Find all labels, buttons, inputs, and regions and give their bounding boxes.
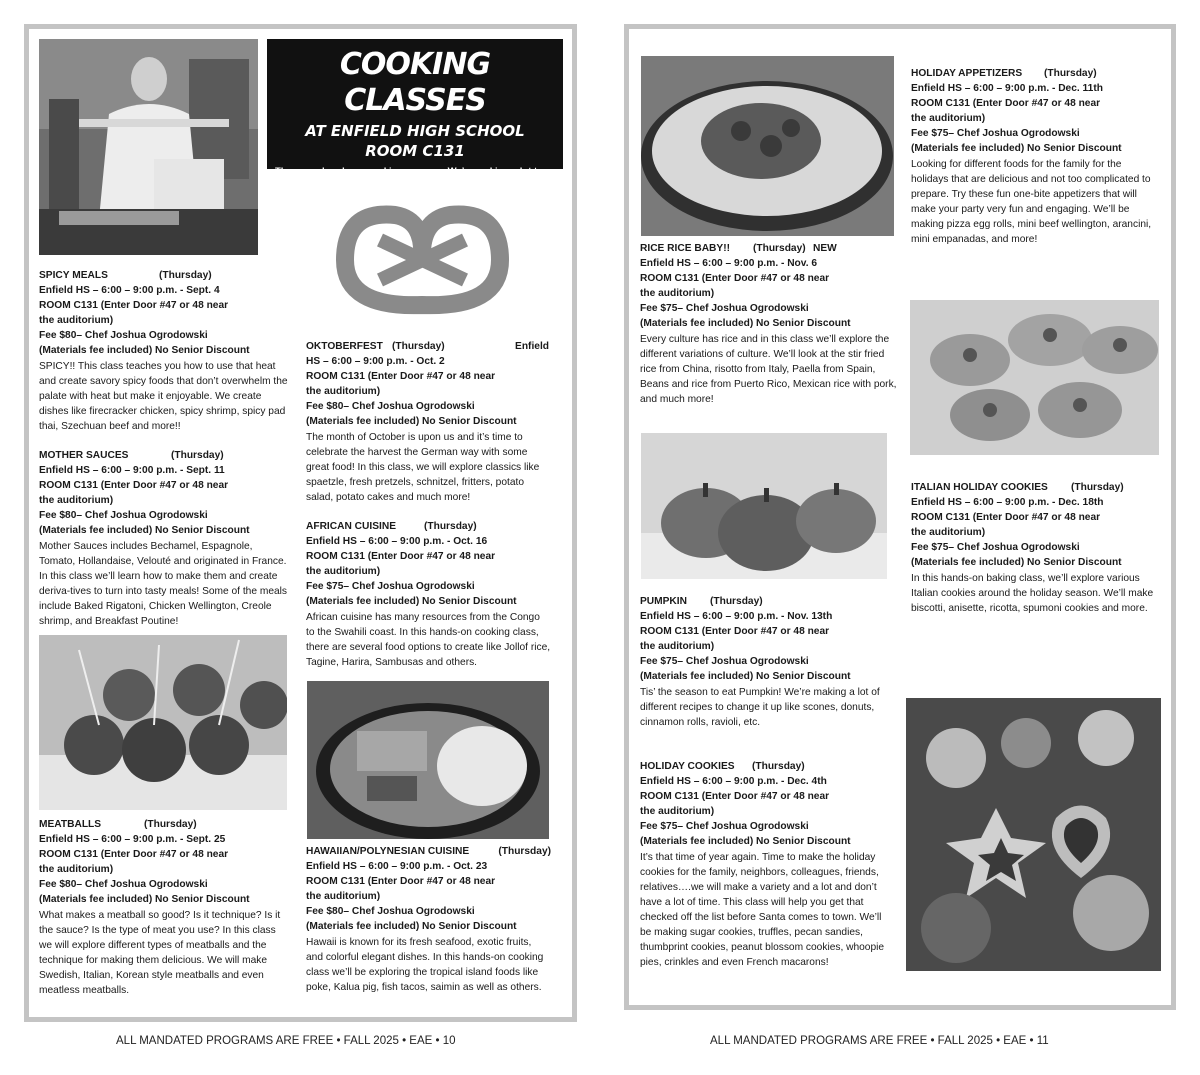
- course-line: Fee $80– Chef Joshua Ogrodowski: [306, 906, 475, 918]
- course-line: Enfield HS – 6:00 – 9:00 p.m. - Sept. 11: [39, 465, 225, 477]
- course-title: ITALIAN HOLIDAY COOKIES: [911, 482, 1048, 493]
- course-line: (Materials fee included) No Senior Discount: [39, 525, 250, 537]
- course-day: (Thursday): [424, 521, 477, 532]
- course-description: African cuisine has many resources from the Congo to the Swahili coast. In this hands-on cooking class, there are several food options to create like Jollof rice, Tagine, Harira, Sambusas and others.: [306, 611, 551, 668]
- course-holiday-appetizers: [911, 66, 1161, 247]
- course-hawaiian-polynesian: [306, 844, 551, 995]
- course-line: Fee $75– Chef Joshua Ogrodowski: [640, 821, 809, 833]
- course-day: (Thursday): [498, 846, 551, 857]
- course-line: (Materials fee included) No Senior Discount: [306, 596, 517, 608]
- course-description: The month of October is upon us and it’s time to celebrate the harvest the German way with some great food! In this class, we will explore classics like spaetzle, fresh pretzels, schnitzel, fritters, potato salad, potato cakes and much more!: [306, 431, 540, 503]
- course-line: (Materials fee included) No Senior Discount: [39, 345, 250, 357]
- course-spicy-meals: [39, 268, 289, 434]
- course-line: ROOM C131 (Enter Door #47 or 48 near: [306, 551, 496, 563]
- course-line: the auditorium): [911, 527, 986, 539]
- appetizers-photo: [910, 300, 1159, 455]
- course-description: It’s that time of year again. Time to make the holiday cookies for the family, neighbors, colleagues, friends, relatives….we will make a variety and a lot and don’t have a lot of time. This class will help you get that checked off the list before Santa comes to town. We’ll be making sugar cookies, truffles, pecan sandies, thumbprint cookies, peanut blossom cookies, whoopie pies, crinkles and even French macarons!: [640, 851, 885, 969]
- meatballs-photo: [39, 635, 287, 810]
- course-line: HS – 6:00 – 9:00 p.m. - Oct. 2: [306, 356, 445, 368]
- course-line: Enfield HS – 6:00 – 9:00 p.m. - Oct. 16: [306, 536, 488, 548]
- course-line: the auditorium): [306, 566, 381, 578]
- course-title: HAWAIIAN/POLYNESIAN CUISINE: [306, 846, 470, 857]
- course-line: Enfield HS – 6:00 – 9:00 p.m. - Dec. 11th: [911, 83, 1103, 95]
- cooking-classes-banner: [267, 39, 563, 190]
- course-line: Fee $75– Chef Joshua Ogrodowski: [640, 303, 809, 315]
- course-line: the auditorium): [640, 641, 715, 653]
- course-title: MEATBALLS: [39, 819, 102, 830]
- course-title: PUMPKIN: [640, 596, 687, 607]
- course-line: (Materials fee included) No Senior Discount: [640, 671, 851, 683]
- course-day: (Thursday): [753, 243, 806, 254]
- course-day: (Thursday): [1071, 482, 1124, 493]
- course-line: ROOM C131 (Enter Door #47 or 48 near: [640, 273, 830, 285]
- course-line: Fee $80– Chef Joshua Ogrodowski: [39, 510, 208, 522]
- course-line: (Materials fee included) No Senior Discount: [911, 143, 1122, 155]
- course-title: HOLIDAY APPETIZERS: [911, 68, 1023, 79]
- footer-left: ALL MANDATED PROGRAMS ARE FREE • FALL 2025 • EAE • 10: [116, 1035, 456, 1047]
- course-italian-holiday-cookies: [911, 480, 1161, 616]
- course-title: OKTOBERFEST: [306, 341, 383, 352]
- course-day: (Thursday): [752, 761, 805, 772]
- holiday-cookies-photo: [906, 698, 1161, 971]
- pretzel-photo: [325, 200, 520, 315]
- course-line: ROOM C131 (Enter Door #47 or 48 near: [39, 849, 229, 861]
- course-day: (Thursday): [710, 596, 763, 607]
- banner-subtitle: AT ENFIELD HIGH SCHOOL: [305, 122, 525, 140]
- course-line: ROOM C131 (Enter Door #47 or 48 near: [640, 791, 830, 803]
- course-enfield: Enfield: [515, 341, 549, 352]
- course-description: Tis’ the season to eat Pumpkin! We’re making a lot of different recipes to change it up like scones, donuts, cinnamon rolls, ravioli, etc.: [640, 686, 880, 728]
- course-line: the auditorium): [640, 806, 715, 818]
- rice-photo: [641, 56, 894, 236]
- course-line: Fee $75– Chef Joshua Ogrodowski: [306, 581, 475, 593]
- course-line: the auditorium): [640, 288, 715, 300]
- footer-right: ALL MANDATED PROGRAMS ARE FREE • FALL 2025 • EAE • 11: [710, 1035, 1049, 1047]
- course-line: the auditorium): [306, 891, 381, 903]
- course-line: Enfield HS – 6:00 – 9:00 p.m. - Sept. 25: [39, 834, 226, 846]
- course-description: What makes a meatball so good? Is it technique? Is it the sauce? Is the type of meat you use? In this class we will explore different types of meatballs and the technique for making them delicious. We will make Swedish, Italian, Korean style meatballs and even meatless meatballs.: [39, 909, 281, 997]
- course-line: the auditorium): [39, 495, 114, 507]
- banner-blurb: These are hands on cooking courses. We’re making a lot to take home and share, so don’t forget the tupperware.: [275, 166, 544, 190]
- course-day: (Thursday): [171, 450, 224, 461]
- course-line: (Materials fee included) No Senior Discount: [306, 921, 517, 933]
- chef-photo: [39, 39, 258, 255]
- course-description: Every culture has rice and in this class we’ll explore the different variations of culture. We’ll look at the stir fried rice from China, risotto from Italy, Paella from Spain, Beans and rice from Puerto Rico, Mexican rice with pork, and much more!: [640, 333, 897, 405]
- course-title: HOLIDAY COOKIES: [640, 761, 735, 772]
- course-title: AFRICAN CUISINE: [306, 521, 396, 532]
- course-line: Fee $80– Chef Joshua Ogrodowski: [39, 330, 208, 342]
- banner-room: ROOM C131: [365, 142, 465, 160]
- course-line: (Materials fee included) No Senior Discount: [640, 836, 851, 848]
- course-description: Hawaii is known for its fresh seafood, exotic fruits, and colorful elegant dishes. In this hands-on cooking class we’ll be exploring the tropical island foods like poke, Kalua pig, fish tacos, saimin as well as others.: [306, 936, 544, 993]
- course-line: ROOM C131 (Enter Door #47 or 48 near: [306, 371, 496, 383]
- course-day: (Thursday): [392, 341, 445, 352]
- new-badge: NEW: [813, 243, 837, 254]
- course-line: Fee $75– Chef Joshua Ogrodowski: [911, 542, 1080, 554]
- course-line: ROOM C131 (Enter Door #47 or 48 near: [39, 300, 229, 312]
- course-line: ROOM C131 (Enter Door #47 or 48 near: [640, 626, 830, 638]
- course-line: Fee $75– Chef Joshua Ogrodowski: [911, 128, 1080, 140]
- course-line: (Materials fee included) No Senior Discount: [640, 318, 851, 330]
- course-line: (Materials fee included) No Senior Discount: [39, 894, 250, 906]
- banner-title: COOKING CLASSES: [339, 47, 491, 118]
- course-holiday-cookies: [640, 759, 890, 970]
- course-line: the auditorium): [39, 315, 114, 327]
- course-line: ROOM C131 (Enter Door #47 or 48 near: [911, 512, 1101, 524]
- course-line: Fee $75– Chef Joshua Ogrodowski: [640, 656, 809, 668]
- course-description: Looking for different foods for the family for the holidays that are delicious and not too complicated to prepare. Try these fun one-bite appetizers that will make your party very fun and engaging. We’ll be making pizza egg rolls, mini beef wellington, arancini, mini empanadas, and more!: [911, 158, 1152, 246]
- course-line: Enfield HS – 6:00 – 9:00 p.m. - Oct. 23: [306, 861, 488, 873]
- course-line: Enfield HS – 6:00 – 9:00 p.m. - Dec. 18th: [911, 497, 1104, 509]
- course-line: ROOM C131 (Enter Door #47 or 48 near: [911, 98, 1101, 110]
- course-day: (Thursday): [144, 819, 197, 830]
- course-pumpkin: [640, 594, 895, 730]
- course-line: Fee $80– Chef Joshua Ogrodowski: [306, 401, 475, 413]
- course-line: Enfield HS – 6:00 – 9:00 p.m. - Nov. 6: [640, 258, 818, 270]
- course-line: ROOM C131 (Enter Door #47 or 48 near: [39, 480, 229, 492]
- course-meatballs: [39, 817, 289, 998]
- course-line: Enfield HS – 6:00 – 9:00 p.m. - Sept. 4: [39, 285, 220, 297]
- course-title: MOTHER SAUCES: [39, 450, 129, 461]
- course-mother-sauces: [39, 448, 289, 629]
- course-rice-rice-baby: [640, 241, 900, 407]
- course-title: RICE RICE BABY!!: [640, 243, 730, 254]
- course-line: (Materials fee included) No Senior Discount: [911, 557, 1122, 569]
- course-line: the auditorium): [911, 113, 986, 125]
- course-line: Fee $80– Chef Joshua Ogrodowski: [39, 879, 208, 891]
- course-day: (Thursday): [1044, 68, 1097, 79]
- course-line: ROOM C131 (Enter Door #47 or 48 near: [306, 876, 496, 888]
- course-description: SPICY!! This class teaches you how to use that heat and create savory spicy foods that don’t overwhelm the palate with heat but make it enjoyable. We create dishes like firecracker chicken, spicy shrimp, spicy pad thai, Szechuan beef and more!!: [39, 360, 288, 432]
- course-line: the auditorium): [39, 864, 114, 876]
- hawaiian-bowl-photo: [307, 681, 549, 839]
- course-line: Enfield HS – 6:00 – 9:00 p.m. - Nov. 13th: [640, 611, 833, 623]
- course-oktoberfest: [306, 339, 551, 505]
- course-description: In this hands-on baking class, we’ll explore various Italian cookies around the holiday season. We’ll make biscotti, anisette, ricotta, spumoni cookies and more.: [911, 572, 1154, 614]
- course-title: SPICY MEALS: [39, 270, 108, 281]
- course-day: (Thursday): [159, 270, 212, 281]
- course-african-cuisine: [306, 519, 551, 670]
- course-description: Mother Sauces includes Bechamel, Espagnole, Tomato, Hollandaise, Velouté and originated in France. In this class we’ll learn how to make them and create deriva-tives to turn into tasty meals! Some of the meals include Baked Rigatoni, Chicken Wellington, Creole shrimp, and Breakfast Poutine!: [39, 540, 288, 628]
- pumpkins-photo: [641, 433, 887, 579]
- course-line: the auditorium): [306, 386, 381, 398]
- course-line: (Materials fee included) No Senior Discount: [306, 416, 517, 428]
- course-line: Enfield HS – 6:00 – 9:00 p.m. - Dec. 4th: [640, 776, 827, 788]
